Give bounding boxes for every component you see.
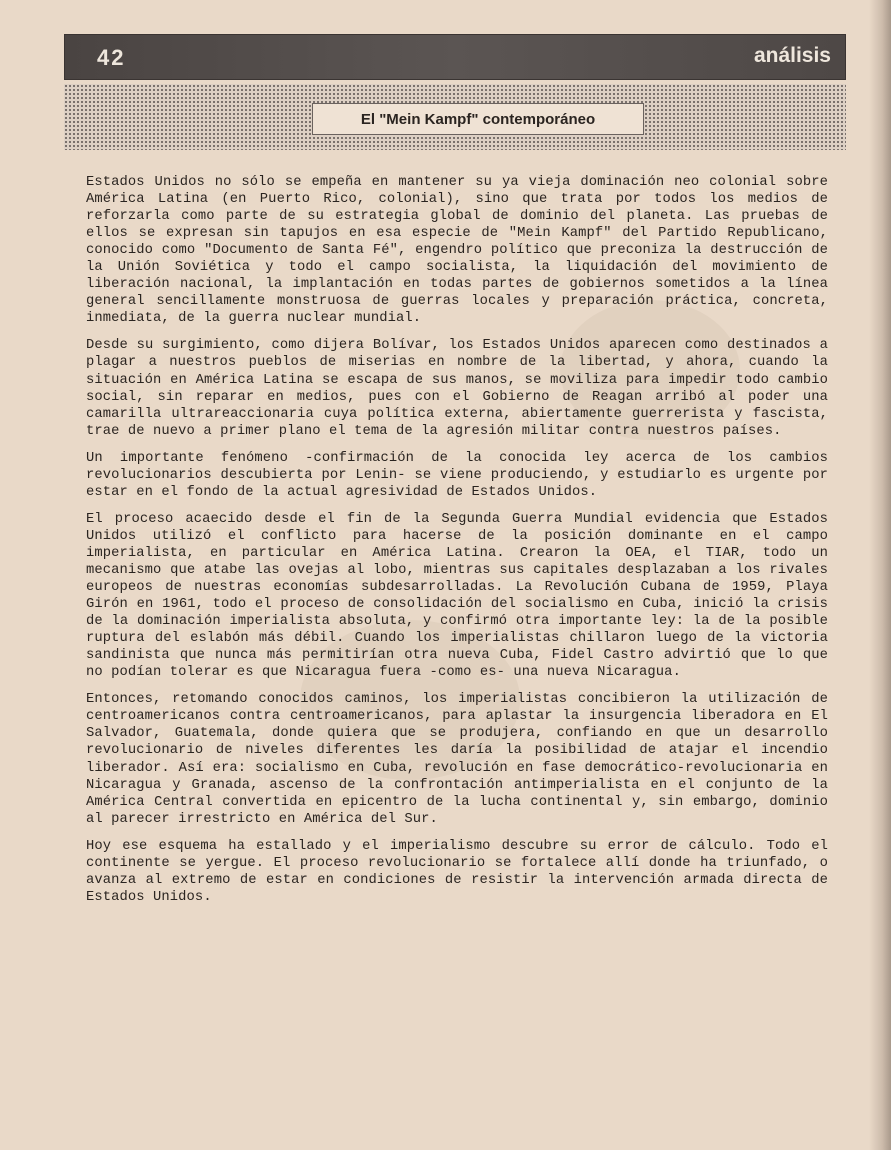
- paragraph: Desde su surgimiento, como dijera Bolívar, los Estados Unidos aparecen como destinados a plagar a nuestros pueblos de miserias en nombre de la libertad, y ahora, cuando la situación en América Latina se escapa de sus manos, se moviliza para impedir todo cambio social, sin reparar en medios, pues con el Gobierno de Reagan arribó al poder una camarilla ultrareaccionaria cuya política externa, abiertamente guerrerista y fascista, trae de nuevo a primer plano el tema de la agresión militar contra nuestros países.: [86, 338, 828, 439]
- paragraph: Estados Unidos no sólo se empeña en mantener su ya vieja dominación neo colonial sobre América Latina (en Puerto Rico, colonial), sino que trata por todos los medios de reforzarla como parte de su estrategia global de dominio del planeta. Las pruebas de ellos se expresan sin tapujos en esa especie de "Mein Kampf" del Partido Republicano, conocido como "Documento de Santa Fé", engendro político que preconiza la destrucción de la Unión Soviética y todo el campo socialista, la liquidación del movimiento de liberación nacional, la implantación en todas partes de gobiernos sometidos a la línea general sencillamente monstruosa de guerras locales y preparación práctica, concreta, inmediata, de la guerra nuclear mundial.: [86, 175, 828, 327]
- page-edge-shadow: [869, 0, 891, 1150]
- paragraph: Hoy ese esquema ha estallado y el imperialismo descubre su error de cálculo. Todo el continente se yergue. El proceso revolucionario se fortalece allí donde ha triunfado, o avanza al extremo de estar en condiciones de resistir la intervención armada directa de Estados Unidos.: [86, 838, 828, 905]
- article-title: El "Mein Kampf" contemporáneo: [360, 110, 596, 128]
- article-title-box: [312, 103, 644, 135]
- page-number: 42: [97, 45, 126, 70]
- paragraph: El proceso acaecido desde el fin de la Segunda Guerra Mundial evidencia que Estados Unidos utilizó el conflicto para hacerse de la posición dominante en el campo imperialista, en particular en América Latina. Crearon la OEA, el TIAR, todo un mecanismo que atabe las ovejas al lobo, mientras sus capitales desplazaban a los rivales europeos de nuestras economías subdesarrolladas. La Revolución Cubana de 1959, Playa Girón en 1961, todo el proceso de consolidación del socialismo en Cuba, inició la crisis de la dominación imperialista absoluta, y confirmó otra importante ley: la de la posible ruptura del eslabón más débil. Cuando los imperialistas chillaron luego de la victoria sandinista que nunca más permitirían otra nueva Cuba, Fidel Castro advirtió que lo que no podían tolerar es que Nicaragua fuera -como es- una nueva Nicaragua.: [86, 511, 828, 681]
- section-label: análisis: [753, 44, 831, 67]
- paragraph: Entonces, retomando conocidos caminos, los imperialistas concibieron la utilización de centroamericanos contra centroamericanos, para aplastar la insurgencia liberadora en El Salvador, Guatemala, donde quiera que se produjera, confiando en que un desarrollo revolucionario de niveles diferentes les daría la posibilidad de atajar el incendio liberador. Así era: socialismo en Cuba, revolución en fase democrático-revolucionaria en Nicaragua y Granada, ascenso de la confrontación antimperialista en el conjunto de la América Central convertida en epicentro de la lucha continental y, sin embargo, dominio al parecer irrestricto en América del Sur.: [86, 692, 828, 827]
- article-body: [86, 174, 828, 916]
- header-bar: [64, 34, 846, 80]
- paragraph: Un importante fenómeno -confirmación de la conocida ley acerca de los cambios revolucionarios descubierta por Lenin- se viene produciendo, y estudiarlo es urgente por estar en el fondo de la actual agresividad de Estados Unidos.: [86, 450, 828, 500]
